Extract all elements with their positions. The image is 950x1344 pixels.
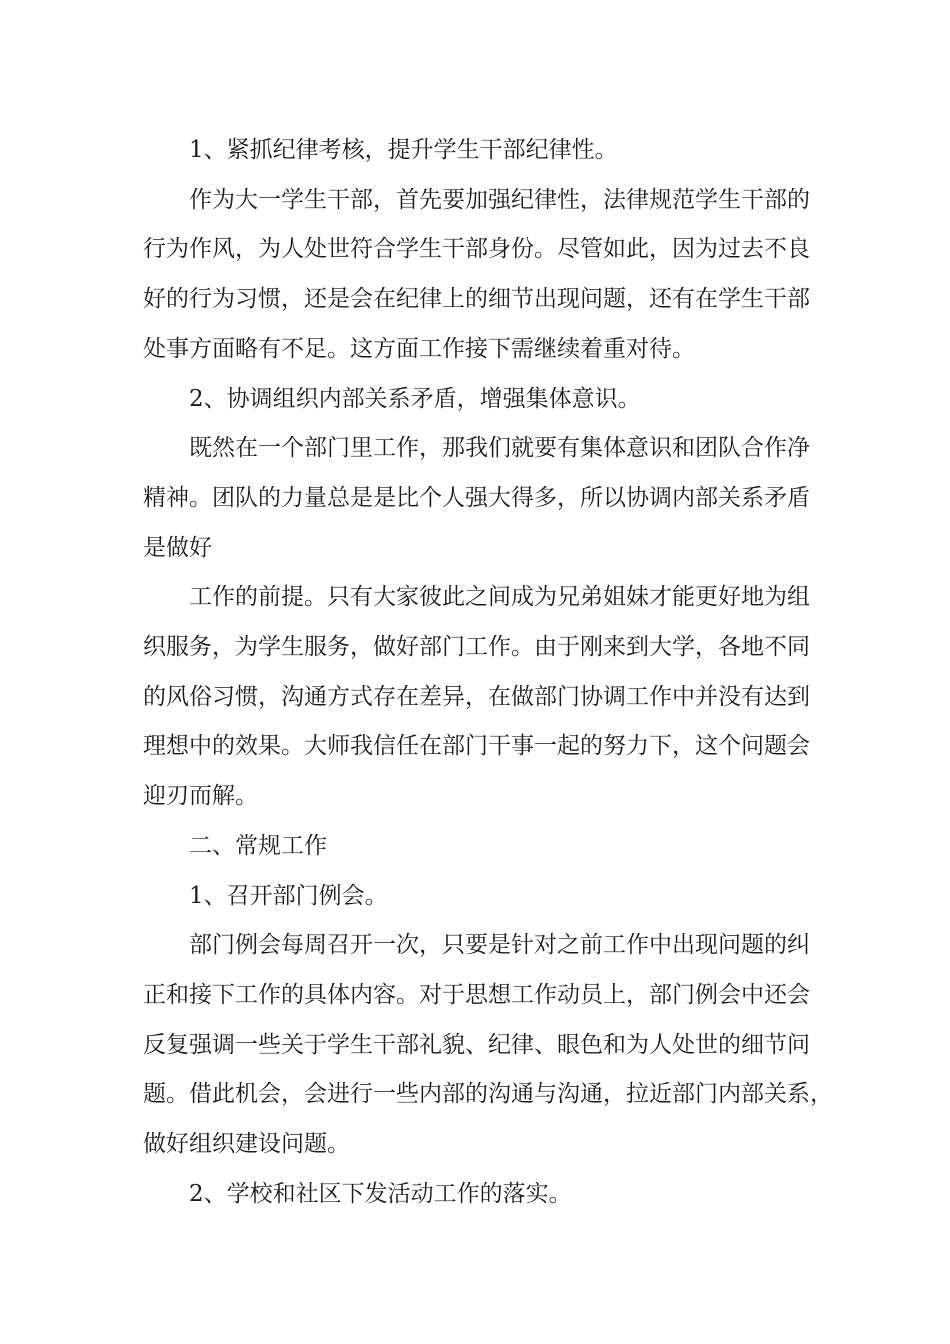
paragraph-coordination-body [143,424,808,573]
paragraph-meetings-body [143,921,833,1170]
text-line: 迎刃而解。 [143,783,258,810]
text-line: 2、协调组织内部关系矛盾，增强集体意识。 [189,385,641,412]
text-line: 题。借此机会，会进行一些内部的沟通与沟通，拉近部门内部关系， [143,1081,833,1108]
text-line: 2、学校和社区下发活动工作的落实。 [189,1180,572,1207]
text-line: 部门例会每周召开一次，只要是针对之前工作中出现问题的纠 [189,932,810,959]
paragraph-heading-meetings [143,872,808,922]
section-heading-routine-work [143,822,808,872]
text-line: 精神。团队的力量总是是比个人强大得多，所以协调内部关系矛盾 [143,484,810,511]
text-line: 行为作风，为人处世符合学生干部身份。尽管如此，因为过去不良 [143,236,810,263]
text-line: 好的行为习惯，还是会在纪律上的细节出现问题，还有在学生干部 [143,286,810,313]
text-line: 二、常规工作 [189,832,327,859]
text-line: 的风俗习惯，沟通方式存在差异，在做部门协调工作中并没有达到 [143,683,810,710]
paragraph-heading-activities [143,1170,808,1220]
document-body [143,126,833,1219]
text-line: 正和接下工作的具体内容。对于思想工作动员上，部门例会中还会 [143,981,810,1008]
text-line: 理想中的效果。大师我信任在部门干事一起的努力下，这个问题会 [143,733,810,760]
text-line: 织服务，为学生服务，做好部门工作。由于刚来到大学，各地不同 [143,634,810,661]
text-line: 1、紧抓纪律考核，提升学生干部纪律性。 [189,137,618,163]
text-line: 既然在一个部门里工作，那我们就要有集体意识和团队合作净 [189,435,810,462]
text-line: 1、召开部门例会。 [189,882,388,909]
text-line: 处事方面略有不足。这方面工作接下需继续着重对待。 [143,335,695,362]
text-line: 是做好 [143,534,212,561]
paragraph-heading-coordination [143,375,808,425]
paragraph-heading-discipline [143,126,808,176]
text-line: 做好组织建设问题。 [143,1131,350,1158]
text-line: 工作的前提。只有大家彼此之间成为兄弟姐妹才能更好地为组 [189,584,810,611]
paragraph-coordination-continued [143,573,808,822]
paragraph-discipline-body [143,176,808,375]
text-line: 反复强调一些关于学生干部礼貌、纪律、眼色和为人处世的细节问 [143,1031,810,1058]
text-line: 作为大一学生干部，首先要加强纪律性，法律规范学生干部的 [189,186,810,213]
